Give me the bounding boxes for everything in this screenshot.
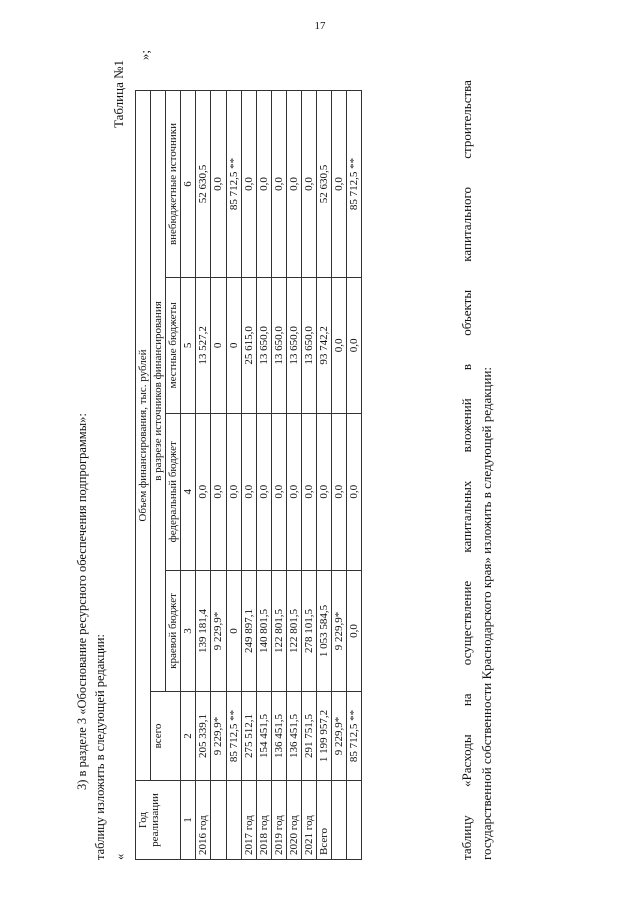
header-numbers-row: [181, 91, 196, 860]
outro-word: осуществление: [459, 580, 474, 666]
value-cell: 85 712,5 **: [226, 91, 241, 278]
value-cell: 0,0: [332, 91, 347, 278]
row-year-cell: Всего: [317, 781, 332, 860]
value-cell: 0: [226, 570, 241, 691]
value-cell: 0,0: [241, 91, 256, 278]
value-cell: 85 712,5 **: [347, 692, 362, 781]
value-cell: 0,0: [332, 277, 347, 413]
table-row: [226, 91, 241, 860]
row-year-cell: [347, 781, 362, 860]
outro-line-2: государственной собственности Краснодарского края» изложить в следующей редакции:: [479, 366, 494, 860]
value-cell: 13 650,0: [286, 277, 301, 413]
value-cell: 52 630,5: [196, 91, 211, 278]
value-cell: 13 650,0: [302, 277, 317, 413]
outro-word: объекты: [459, 289, 474, 336]
value-cell: 140 801,5: [256, 570, 271, 691]
header-regional: краевой бюджет: [166, 570, 181, 691]
value-cell: 154 451,5: [256, 692, 271, 781]
header-federal: федеральный бюджет: [166, 413, 181, 570]
table-row: [256, 91, 271, 860]
value-cell: 1 199 957,2: [317, 692, 332, 781]
value-cell: 13 527,2: [196, 277, 211, 413]
value-cell: 278 101,5: [302, 570, 317, 691]
col-number: 5: [181, 277, 196, 413]
value-cell: 85 712,5 **: [226, 692, 241, 781]
value-cell: 25 615,0: [241, 277, 256, 413]
value-cell: 0,0: [347, 570, 362, 691]
quote-close: »;: [137, 50, 152, 61]
row-year-cell: [211, 781, 226, 860]
outro-word: капитальных: [459, 480, 474, 553]
outro-word: капитального: [459, 186, 474, 262]
value-cell: 0,0: [241, 413, 256, 570]
value-cell: 275 512,1: [241, 692, 256, 781]
row-year-cell: 2016 год: [196, 781, 211, 860]
table-row: [317, 91, 332, 860]
value-cell: 0,0: [286, 413, 301, 570]
table-body: [196, 91, 362, 860]
value-cell: 0: [226, 277, 241, 413]
outro-word: строительства: [459, 80, 474, 159]
value-cell: 0,0: [302, 413, 317, 570]
col-number: 1: [181, 781, 196, 860]
outro-word: «Расходы: [459, 734, 474, 787]
row-year-cell: [332, 781, 347, 860]
outro-word: на: [459, 693, 474, 707]
intro-line-1: 3) в разделе 3 «Обоснование ресурсного обеспечения подпрограммы»:: [75, 413, 89, 790]
header-extra: внебюджетные источники: [166, 91, 181, 278]
value-cell: 13 650,0: [256, 277, 271, 413]
quote-open: «: [113, 853, 127, 860]
value-cell: 139 181,4: [196, 570, 211, 691]
value-cell: 52 630,5: [317, 91, 332, 278]
value-cell: 0,0: [302, 91, 317, 278]
col-number: 2: [181, 692, 196, 781]
value-cell: 0,0: [271, 91, 286, 278]
value-cell: 0,0: [211, 91, 226, 278]
page-number: 17: [314, 20, 326, 32]
intro-line-2: таблицу изложить в следующей редакции:: [93, 634, 107, 860]
header-by-source: в разрезе источников финансирования: [151, 91, 166, 692]
value-cell: 0,0: [347, 277, 362, 413]
value-cell: 136 451,5: [286, 692, 301, 781]
table-row: [302, 91, 317, 860]
value-cell: 0,0: [286, 91, 301, 278]
header-total: всего: [151, 692, 181, 781]
header-year: Год реализации: [136, 781, 181, 860]
value-cell: 122 801,5: [286, 570, 301, 691]
value-cell: 9 229,9*: [211, 570, 226, 691]
col-number: 6: [181, 91, 196, 278]
value-cell: 0,0: [332, 413, 347, 570]
value-cell: 291 751,5: [302, 692, 317, 781]
value-cell: 9 229,9*: [332, 570, 347, 691]
value-cell: 1 053 584,5: [317, 570, 332, 691]
table-row: [241, 91, 256, 860]
financing-table: [135, 90, 362, 860]
value-cell: 0,0: [317, 413, 332, 570]
outro-word: в: [459, 363, 474, 371]
value-cell: 0,0: [196, 413, 211, 570]
row-year-cell: 2018 год: [256, 781, 271, 860]
table-row: [211, 91, 226, 860]
outro-word: таблицу: [459, 815, 474, 860]
table-row: [347, 91, 362, 860]
table-row: [286, 91, 301, 860]
value-cell: 0,0: [256, 91, 271, 278]
value-cell: 0,0: [256, 413, 271, 570]
col-number: 4: [181, 413, 196, 570]
row-year-cell: 2021 год: [302, 781, 317, 860]
col-number: 3: [181, 570, 196, 691]
row-year-cell: 2020 год: [286, 781, 301, 860]
outro-line-1: [459, 80, 475, 860]
value-cell: 122 801,5: [271, 570, 286, 691]
header-volume: Объем финансирования, тыс. рублей: [136, 91, 151, 781]
value-cell: 249 897,1: [241, 570, 256, 691]
value-cell: 85 712,5 **: [347, 91, 362, 278]
value-cell: 0: [211, 277, 226, 413]
value-cell: 136 451,5: [271, 692, 286, 781]
row-year-cell: [226, 781, 241, 860]
outro-word: вложений: [459, 398, 474, 453]
table-row: [332, 91, 347, 860]
value-cell: 205 339,1: [196, 692, 211, 781]
table-label: Таблица №1: [111, 60, 126, 129]
value-cell: 93 742,2: [317, 277, 332, 413]
header-local: местные бюджеты: [166, 277, 181, 413]
table-row: [271, 91, 286, 860]
value-cell: 0,0: [347, 413, 362, 570]
row-year-cell: 2019 год: [271, 781, 286, 860]
table-row: [196, 91, 211, 860]
value-cell: 0,0: [211, 413, 226, 570]
value-cell: 9 229,9*: [332, 692, 347, 781]
rotated-canvas: [75, 40, 545, 860]
value-cell: 9 229,9*: [211, 692, 226, 781]
value-cell: 0,0: [271, 413, 286, 570]
value-cell: 13 650,0: [271, 277, 286, 413]
value-cell: 0,0: [226, 413, 241, 570]
row-year-cell: 2017 год: [241, 781, 256, 860]
